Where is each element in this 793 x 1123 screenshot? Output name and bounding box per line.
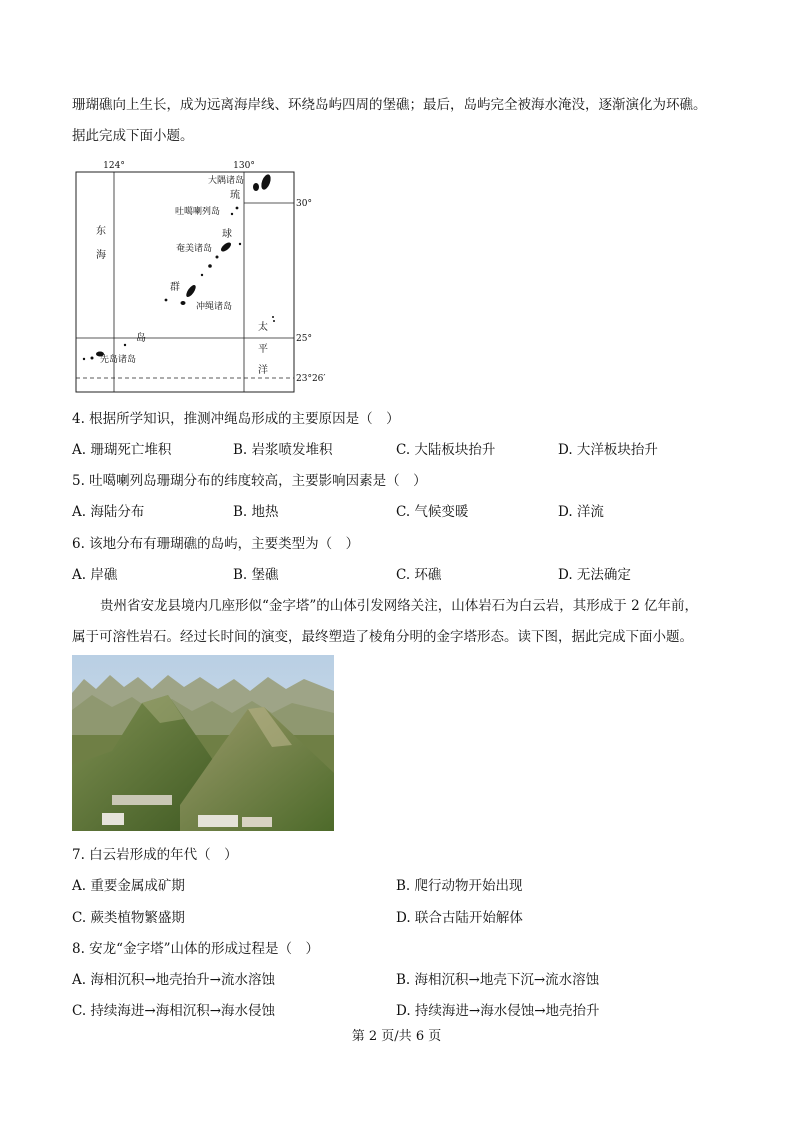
island-amami-3 xyxy=(239,243,241,245)
intro-line-2: 据此完成下面小题。 xyxy=(72,128,194,144)
question-4-option-b: B. 岩浆喷发堆积 xyxy=(233,442,333,458)
island-amami xyxy=(219,241,232,253)
label-sakishima: 先岛诸岛 xyxy=(100,355,137,365)
question-8-option-d: D. 持续海进→海水侵蚀→地壳抬升 xyxy=(396,1003,600,1019)
label-east-2: 海 xyxy=(96,250,106,261)
label-east-1: 东 xyxy=(96,226,106,237)
island-okinawa-4 xyxy=(201,274,203,276)
label-okinawa: 冲绳诸岛 xyxy=(196,302,233,312)
label-tugala: 吐噶喇列岛 xyxy=(175,207,221,217)
question-5-option-b: B. 地热 xyxy=(233,504,279,520)
pyramid-mountain-photo xyxy=(72,655,334,831)
question-8-option-a: A. 海相沉积→地壳抬升→流水溶蚀 xyxy=(72,972,275,988)
label-ping: 平 xyxy=(258,344,268,355)
island-amami-2 xyxy=(216,256,219,259)
label-liu: 琉 xyxy=(230,190,240,201)
label-dayu: 大隅诸岛 xyxy=(208,176,245,186)
island-sakishima-4 xyxy=(124,344,126,346)
island-tugala-2 xyxy=(231,213,233,215)
question-8-stem: 8. 安龙“金字塔”山体的形成过程是（ ） xyxy=(72,941,319,957)
label-yang: 洋 xyxy=(258,365,268,376)
lat-label-tropic: 23°26′ xyxy=(296,374,326,384)
question-5-option-a: A. 海陆分布 xyxy=(72,504,145,520)
question-6-stem: 6. 该地分布有珊瑚礁的岛屿，主要类型为（ ） xyxy=(72,536,360,552)
island-daito xyxy=(272,316,274,318)
question-4-option-d: D. 大洋板块抬升 xyxy=(558,442,658,458)
island-sakishima-3 xyxy=(83,358,85,360)
question-7-stem: 7. 白云岩形成的年代（ ） xyxy=(72,847,238,863)
question-8-option-b: B. 海相沉积→地壳下沉→流水溶蚀 xyxy=(396,972,600,988)
island-sakishima-2 xyxy=(91,357,94,360)
question-6-option-b: B. 堡礁 xyxy=(233,567,279,583)
question-4-stem: 4. 根据所学知识，推测冲绳岛形成的主要原因是（ ） xyxy=(72,411,400,427)
lat-label-25: 25° xyxy=(296,334,312,344)
lat-label-30: 30° xyxy=(296,199,312,209)
island-dayu xyxy=(253,183,259,191)
ryukyu-islands-map xyxy=(70,158,335,398)
intro-line-1: 珊瑚礁向上生长，成为远离海岸线、环绕岛屿四周的堡礁；最后，岛屿完全被海水淹没，逐渐演化为环礁。 xyxy=(72,97,707,113)
island-okinawa-3 xyxy=(165,299,168,302)
question-7-option-a: A. 重要金属成矿期 xyxy=(72,878,185,894)
question-6-option-d: D. 无法确定 xyxy=(558,567,631,583)
page-footer: 第 2 页/共 6 页 xyxy=(351,1029,442,1044)
question-4-option-a: A. 珊瑚死亡堆积 xyxy=(72,442,172,458)
question-5-option-c: C. 气候变暖 xyxy=(396,504,469,520)
question-4-option-c: C. 大陆板块抬升 xyxy=(396,442,496,458)
passage-2-line-2: 属于可溶性岩石。经过长时间的演变，最终塑造了棱角分明的金字塔形态。读下图，据此完成下面小题。 xyxy=(72,629,693,645)
question-7-option-c: C. 蕨类植物繁盛期 xyxy=(72,910,185,926)
label-amami: 奄美诸岛 xyxy=(176,244,213,254)
lon-label-130: 130° xyxy=(233,161,255,171)
island-okinawa-2 xyxy=(181,301,186,305)
label-qun: 群 xyxy=(170,282,180,293)
question-7-option-d: D. 联合古陆开始解体 xyxy=(396,910,523,926)
question-5-option-d: D. 洋流 xyxy=(558,504,604,520)
question-6-option-a: A. 岸礁 xyxy=(72,567,118,583)
passage-2-line-1: 贵州省安龙县境内几座形似“金字塔”的山体引发网络关注，山体岩石为白云岩，其形成于 2 亿年前， xyxy=(100,598,698,614)
label-qiu: 球 xyxy=(222,229,232,240)
question-7-option-b: B. 爬行动物开始出现 xyxy=(396,878,523,894)
island-tugala xyxy=(236,207,239,210)
label-dao: 岛 xyxy=(136,333,146,344)
question-8-option-c: C. 持续海进→海相沉积→海水侵蚀 xyxy=(72,1003,276,1019)
question-5-stem: 5. 吐噶喇列岛珊瑚分布的纬度较高，主要影响因素是（ ） xyxy=(72,473,427,489)
lon-label-124: 124° xyxy=(103,161,125,171)
island-okinawa xyxy=(185,284,198,299)
island-daito-2 xyxy=(273,320,275,322)
island-amami-4 xyxy=(208,264,212,268)
label-tai: 太 xyxy=(258,322,268,333)
question-6-option-c: C. 环礁 xyxy=(396,567,442,583)
island-dayu-2 xyxy=(260,173,273,191)
